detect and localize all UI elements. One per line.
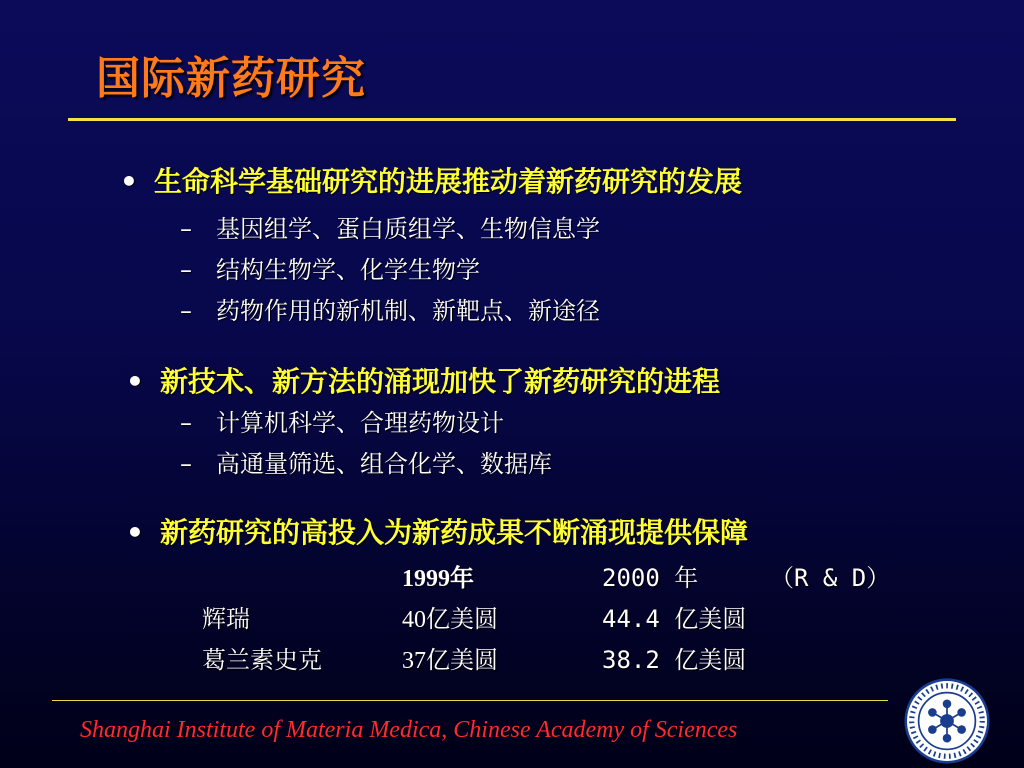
footer-divider <box>52 700 888 701</box>
list-item: – 基因组学、蛋白质组学、生物信息学 <box>180 215 600 243</box>
dash-icon: – <box>180 409 192 437</box>
table-cell-company: 辉瑞 <box>202 605 250 633</box>
table-cell-1999: 40亿美圆 <box>402 607 498 633</box>
list-item: – 药物作用的新机制、新靶点、新途径 <box>180 297 600 325</box>
bullet-icon: • <box>126 365 144 398</box>
table-cell-1999: 37亿美圆 <box>402 648 498 674</box>
dash-icon: – <box>180 215 192 243</box>
bullet-icon: • <box>120 165 138 198</box>
dash-icon: – <box>180 450 192 478</box>
bullet-icon: • <box>126 516 144 549</box>
slide-title: 国际新药研究 <box>96 53 366 104</box>
table-cell-company: 葛兰素史克 <box>202 646 322 674</box>
section-heading-text: 新技术、新方法的涌现加快了新药研究的进程 <box>160 365 721 398</box>
table-cell-2000: 44.4 亿美圆 <box>602 605 747 633</box>
table-header-1999: 1999年 <box>402 566 474 592</box>
section-heading-text: 生命科学基础研究的进展推动着新药研究的发展 <box>154 165 743 198</box>
section-heading-text: 新药研究的高投入为新药成果不断涌现提供保障 <box>160 516 749 549</box>
chinese-academy-of-sciences-logo-icon <box>904 678 990 764</box>
list-item: – 结构生物学、化学生物学 <box>180 256 480 284</box>
footer-institution: Shanghai Institute of Materia Medica, Chinese Academy of Sciences <box>80 717 738 743</box>
section-heading-2 <box>126 360 720 400</box>
table-header-rd: （R & D） <box>770 564 891 592</box>
table-cell-2000: 38.2 亿美圆 <box>602 646 747 674</box>
list-item: – 高通量筛选、组合化学、数据库 <box>180 450 552 478</box>
list-item: – 计算机科学、合理药物设计 <box>180 409 504 437</box>
title-divider <box>68 118 956 121</box>
dash-icon: – <box>180 297 192 325</box>
section-heading-1 <box>120 160 742 200</box>
table-header-2000: 2000 年 <box>602 564 699 592</box>
section-heading-3 <box>126 511 748 551</box>
dash-icon: – <box>180 256 192 284</box>
